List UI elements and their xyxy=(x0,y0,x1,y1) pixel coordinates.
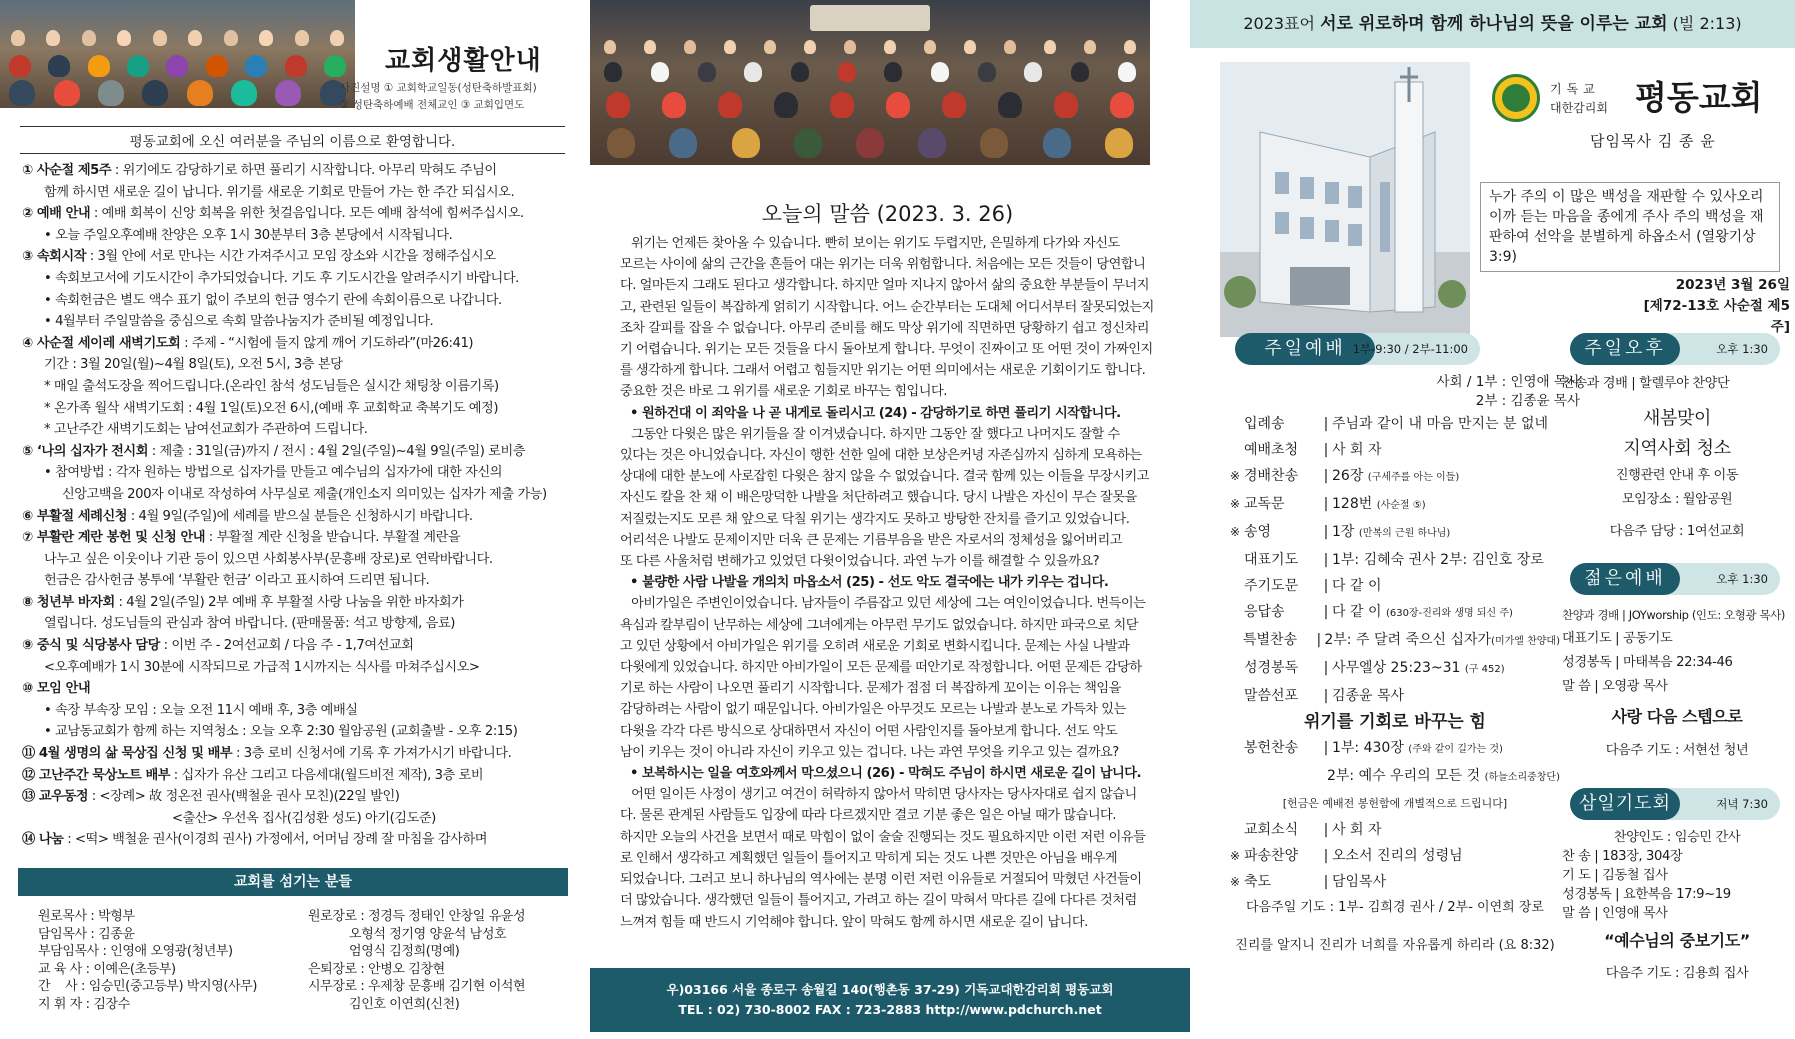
announcement-heading: ⑧ 청년부 바자회 xyxy=(22,594,115,610)
sermon-line: 자신도 칼을 찬 채 이 배은망덕한 나발을 처단하려고 했습니다. 당시 나발은 자신이 무슨 잘못을 xyxy=(620,490,1137,506)
sermon-line: 고 있던 상황에서 아비가일은 위기를 오히려 새로운 기회로 변화시킵니다. 문제는 사실 나발과 xyxy=(620,638,1130,654)
staff-line: 오형석 정기영 양윤석 남성호 xyxy=(308,926,507,942)
row-value-main: 2부: 주 달려 죽으신 십자가 xyxy=(1324,632,1492,648)
announcement-text: : 위기에도 감당하기로 하면 풀리기 시작합니다. 아무리 막혀도 주님이 xyxy=(111,163,497,178)
sermon-point: • 불량한 사람 나발을 개의치 마옵소서 (25) - 선도 악도 결국에는 내가 키우는 겁니다. xyxy=(630,575,1109,591)
announcement-text: • 참여방법 : 각자 원하는 방법으로 십자가를 만들고 예수님의 십자가에 대한 자신의 xyxy=(44,465,503,481)
row-value-main: 담임목사 xyxy=(1332,874,1387,890)
announcement-line xyxy=(22,678,572,700)
wednesday-prayer-details: 찬양인도 : 임승민 간사 찬 송 | 183장, 304장 기 도 | 김동철 집사 성경봉독 | 요한복음 17:9~19 말 씀 | 인영애 목사 “예수님의 중보기도” 다음주 기도 : 김용희 집사 xyxy=(1562,830,1750,981)
announcement-heading: ⑬ 교우동정 xyxy=(22,789,89,805)
sermon-line: 다. 얼마든지 그래도 된다고 생각합니다. 하지만 얼마 지나지 않아서 삶의 중요한 부분들이 무너지 xyxy=(620,278,1150,294)
sermon-line: 다. 물론 관계된 사람들도 입장에 따라 다르겠지만 결코 기분 좋은 일은 아닐 때가 많습니다. xyxy=(620,808,1116,824)
announcement-text: : 3층 로비 신청서에 기록 후 가져가시기 바랍니다. xyxy=(232,746,512,762)
row-label: 대표기도 xyxy=(1244,552,1299,568)
announcement-list xyxy=(22,160,572,851)
row-value-main: 26장 xyxy=(1332,468,1368,484)
row-divider: | xyxy=(1323,524,1329,540)
church-life-column xyxy=(0,0,585,1039)
photo-caption: 사진설명 ① 교회학교일동(성탄축하발표회) xyxy=(340,82,537,94)
row-divider: | xyxy=(1323,660,1329,676)
next-week-prayer: 다음주일 기도 : 1부- 김희경 권사 / 2부- 이연희 장로 xyxy=(1246,900,1544,915)
afternoon-worship-details: 찬송과 경배 | 할렐루야 찬양단 새봄맞이 지역사회 청소 진행관련 안내 후 이동 모임장소 : 월암공원 다음주 담당 : 1여선교회 xyxy=(1562,376,1745,539)
sermon-line: 되었습니다. 그러고 보니 하나님의 역사에는 분명 이런 저런 이유들로 거절되어 막혔던 사건들이 xyxy=(620,872,1142,888)
row-value-note: (주와 같이 길가는 것) xyxy=(1408,744,1503,755)
row-value-main: 사 회 자 xyxy=(1332,822,1382,838)
staff-line: 김인호 이연희(신천) xyxy=(308,996,460,1012)
row-value-main: 1장 xyxy=(1332,524,1359,540)
sermon-line: 조차 갈피를 잡을 수 없습니다. 아무리 준비를 해도 막상 위기에 직면하면 당황하기 쉽고 정신차리 xyxy=(620,320,1150,336)
announcement-line xyxy=(22,462,572,484)
announcement-text: * 온가족 월삭 새벽기도회 : 4월 1일(토)오전 6시,(예배 후 교회학교 축복기도 예정) xyxy=(44,400,499,416)
sermon-line: 다윗에게 있었습니다. 하지만 아비가일이 모든 문제를 떠안기로 작정합니다. 어떤 문제든 감당하 xyxy=(620,660,1142,676)
announcement-text: 헌금은 감사헌금 봉투에 ‘부활란 헌금’ 이라고 표시하여 드리면 됩니다. xyxy=(44,573,430,589)
row-value xyxy=(1332,817,1381,843)
announcement-heading: ⑩ 모임 안내 xyxy=(22,681,91,697)
row-value xyxy=(1332,599,1513,627)
row-divider: | xyxy=(1323,822,1329,838)
staff-list-right xyxy=(308,908,525,1013)
row-value xyxy=(1332,491,1426,519)
sermon-line: 욕심과 칼부림이 난무하는 세상에 그녀에게는 아무런 무기도 없었습니다. 하지만 파국으로 치닫 xyxy=(620,617,1138,633)
sermon-line: 저질렀는지도 모른 채 앞으로 닥칠 위기는 생각지도 못하고 방탕한 잔치를 즐기고 있었습니다. xyxy=(620,511,1130,527)
announcement-heading: ④ 사순절 세이레 새벽기도회 xyxy=(22,335,181,351)
announcement-line xyxy=(22,398,572,420)
worship-order-row xyxy=(1230,655,1560,683)
sermon-column xyxy=(590,0,1185,1039)
row-value-note: (630장-진리와 생명 되신 주) xyxy=(1385,608,1513,619)
row-label: 경배찬송 xyxy=(1244,468,1299,484)
announcement-text: : 부활절 계란 신청을 받습니다. 부활절 계란을 xyxy=(205,530,461,546)
sermon-body xyxy=(620,233,1170,933)
announcement-line xyxy=(22,721,572,743)
announcement-line xyxy=(22,376,572,398)
sermon-line: 로 인해서 생각하고 계획했던 일들이 틀어지고 막히게 되는 것도 나쁜 것만은 아님을 배우게 xyxy=(620,850,1118,866)
motto-banner xyxy=(1190,0,1795,48)
announcement-text: • 속장 부속장 모임 : 오늘 오전 11시 예배 후, 3층 예배실 xyxy=(44,702,358,718)
row-value-main: 2부: 예수 우리의 모든 것 xyxy=(1326,768,1485,784)
afternoon-worship-header: 주일오후 오후 1:30 xyxy=(1570,333,1780,365)
row-value-main: 사 회 자 xyxy=(1332,442,1382,458)
announcement-heading: ⑫ 고난주간 묵상노트 배부 xyxy=(22,767,171,783)
announcement-line xyxy=(22,484,572,506)
row-marker xyxy=(1230,683,1244,709)
announcement-text: : 4월 9일(주일)에 세례를 받으실 분들은 신청하시기 바랍니다. xyxy=(127,508,473,524)
sermon-line: 위기는 언제든 찾아올 수 있습니다. 빤히 보이는 위기도 두렵지만, 은밀하게 다가와 자신도 xyxy=(620,236,1120,251)
sermon-line: 남이 키우는 것이 아니라 자신이 키우고 있는 겁니다. 나는 과연 무엇을 키우고 있는 걸까요? xyxy=(620,744,1119,760)
row-divider: | xyxy=(1323,874,1329,890)
announcement-text: 함께 하시면 새로운 길이 납니다. 위기를 새로운 기회로 만들어 가는 한 주간 되십시오. xyxy=(44,184,515,200)
row-label: 파송찬양 xyxy=(1244,848,1299,864)
church-logo xyxy=(1492,74,1540,122)
young-worship-details: 찬양과 경배 | JOYworship (인도: 오형광 목사) 대표기도 | 공동기도 성경봉독 | 마태복음 22:34-46 말 씀 | 오영광 목사 사랑 다음 스텝으로 다음주 기도 : 서현선 청년 xyxy=(1562,608,1785,758)
staff-line: 지 휘 자 : 김장수 xyxy=(38,996,130,1012)
row-label: 성경봉독 xyxy=(1244,660,1299,676)
sermon-line: 어떤 일이든 사정이 생기고 여건이 허락하지 않아서 막히면 당사자는 당사자대로 쉽지 않습니 xyxy=(620,787,1137,803)
row-value-main: 1부: 430장 xyxy=(1332,740,1409,756)
announcement-heading: ⑨ 중식 및 식당봉사 담당 xyxy=(22,638,160,654)
welcome-line: 평동교회에 오신 여러분을 주님의 이름으로 환영합니다. xyxy=(20,126,565,154)
denomination-line: 대한감리회 xyxy=(1550,101,1608,115)
row-value-main: 다 같 이 xyxy=(1332,578,1382,594)
sermon-line: 있다는 것은 아니었습니다. 자신이 행한 선한 일에 대한 보상은커녕 자존심까지 심하게 모욕하는 xyxy=(620,448,1142,464)
announcement-heading: ⑦ 부활란 계란 봉헌 및 신청 안내 xyxy=(22,530,206,546)
sermon-line: 아비가일은 주변인이었습니다. 남자들이 주름잡고 있던 세상에 그는 여인이었습니다. 번득이는 xyxy=(620,596,1146,612)
announcement-line xyxy=(22,570,572,592)
announcement-text: • 속회헌금은 별도 액수 표기 없이 주보의 헌금 영수기 란에 속회이름으로 나갑니다. xyxy=(44,292,502,308)
announcement-line xyxy=(22,419,572,441)
row-marker xyxy=(1230,573,1244,599)
staff-line: 교 육 사 : 이예은(초등부) xyxy=(38,961,176,977)
worship-order-row xyxy=(1230,547,1560,573)
announcement-text: <출산> 우선옥 집사(김성환 성도) 아기(김도준) xyxy=(172,810,436,826)
announcement-line xyxy=(22,765,572,787)
row-value xyxy=(1332,547,1544,573)
announcement-line xyxy=(22,592,572,614)
christmas-congregation-photo xyxy=(590,0,1150,165)
worship-order-row xyxy=(1230,627,1560,655)
weekly-verse: 누가 주의 이 많은 백성을 재판할 수 있사오리이까 듣는 마음을 종에게 주사 주의 백성을 재판하여 선악을 분별하게 하옵소서 (열왕기상 3:9) xyxy=(1480,182,1780,272)
row-label: 송영 xyxy=(1244,524,1272,540)
row-value-note: (만복의 근원 하나님) xyxy=(1358,528,1451,539)
worship-order-row xyxy=(1230,683,1560,709)
row-marker xyxy=(1230,735,1244,763)
order-of-worship xyxy=(1230,373,1560,959)
announcement-text: 나누고 싶은 이웃이나 기관 등이 있으면 사회봉사부(문흥배 장로)로 연락바랍니다. xyxy=(44,551,493,567)
announcement-text: • 속회보고서에 기도시간이 추가되었습니다. 기도 후 기도시간을 알려주시기 바랍니다. xyxy=(44,270,519,286)
church-school-photo xyxy=(0,0,355,108)
worship-order-row xyxy=(1230,869,1560,895)
row-divider: | xyxy=(1316,632,1322,648)
row-label: 축도 xyxy=(1244,874,1272,890)
announcement-line xyxy=(22,354,572,376)
row-label: 봉헌찬송 xyxy=(1244,740,1299,756)
announcement-text: * 고난주간 새벽기도회는 남여선교회가 주관하여 드립니다. xyxy=(44,422,368,438)
sermon-line: 상대에 대한 분노에 사로잡힌 다윗은 참지 않을 수 없었습니다. 결국 함께 있는 이들을 무장시키고 xyxy=(620,469,1150,485)
row-divider: | xyxy=(1323,740,1329,756)
motto-text: 서로 위로하며 함께 하나님의 뜻을 이루는 교회 xyxy=(1320,14,1668,34)
announcement-line xyxy=(22,527,572,549)
announcement-line xyxy=(22,829,572,851)
announcement-line xyxy=(22,657,572,679)
row-label: 말씀선포 xyxy=(1244,688,1299,704)
row-divider: | xyxy=(1323,848,1329,864)
announcement-text: : 이번 주 - 2여선교회 / 다음 주 - 1,7여선교회 xyxy=(159,638,414,654)
announcement-line xyxy=(22,506,572,528)
row-divider: | xyxy=(1323,468,1329,484)
church-contact: TEL : 02) 730-8002 FAX : 723-2883 http://www.pdchurch.net xyxy=(678,1002,1102,1017)
row-divider: | xyxy=(1323,604,1329,620)
announcement-text: : <장례> 故 정온전 권사(백철윤 권사 모친)(22일 발인) xyxy=(88,789,400,805)
announcement-text: 신앙고백을 200자 이내로 작성하여 사무실로 제출(개인소지 의미있는 십자가 제출 가능) xyxy=(62,486,547,502)
sermon-line: 다윗을 각각 다른 방식으로 상대하면서 자신이 어떤 사람인지를 돌아보게 합니다. 선도 악도 xyxy=(620,723,1118,739)
sermon-point: • 원하건대 이 죄악을 나 곧 내게로 돌리시고 (24) - 감당하기로 하면 풀리기 시작합니다. xyxy=(630,405,1121,421)
staff-heading: 교회를 섬기는 분들 xyxy=(18,868,568,896)
sermon-line: 중요한 것은 바로 그 위기를 새로운 기회로 바꾸는 힘입니다. xyxy=(620,384,947,400)
row-divider: | xyxy=(1323,552,1329,568)
row-label: 입례송 xyxy=(1244,416,1285,432)
row-value-main: 128번 xyxy=(1332,496,1377,512)
announcement-line xyxy=(22,635,572,657)
motto-year: 2023표어 xyxy=(1243,14,1321,33)
row-value-note: (사순절 ⑤) xyxy=(1376,500,1426,511)
worship-order-row xyxy=(1230,843,1560,869)
worship-order-row xyxy=(1230,411,1560,437)
closing-verse: 진리를 알지니 진리가 너희를 자유롭게 하리라 (요 8:32) xyxy=(1235,938,1555,953)
row-marker xyxy=(1230,817,1244,843)
announcement-text: • 오늘 주일오후예배 찬양은 오후 1시 30분부터 3층 본당에서 시작됩니다. xyxy=(44,227,453,243)
announcement-text: • 교남동교회가 함께 하는 지역청소 : 오늘 오후 2:30 월암공원 (교회출발 - 오후 2:15) xyxy=(44,724,518,740)
announcement-heading: ③ 속회시작 xyxy=(22,249,87,265)
sermon-line: 기 어렵습니다. 위기는 모든 것들을 다시 돌아보게 합니다. 무엇이 진짜이고 또 어떤 것이 가짜인지 xyxy=(620,342,1153,358)
row-marker xyxy=(1230,411,1244,437)
announcement-line xyxy=(22,182,572,204)
offering-note: [헌금은 예배전 봉헌함에 개별적으로 드립니다] xyxy=(1282,797,1508,810)
row-value xyxy=(1324,627,1560,655)
young-worship-header: 젊은예배 오후 1:30 xyxy=(1570,563,1780,595)
announcement-line xyxy=(22,549,572,571)
staff-line: 시무장로 : 우제창 문흥배 김기현 이석현 xyxy=(308,979,526,994)
announcement-text: * 매일 출석도장을 찍어드립니다.(온라인 참석 성도님들은 실시간 채팅창 이름기록) xyxy=(44,378,499,394)
row-value xyxy=(1332,869,1386,895)
row-value-main: 사무엘상 25:23~31 xyxy=(1332,660,1465,676)
worship-order-row xyxy=(1230,817,1560,843)
church-contact-footer xyxy=(590,968,1190,1032)
sermon-line: 어리석은 나발도 문제이지만 더욱 큰 문제는 기름부음을 받은 자로서의 정체성을 잃어버리고 xyxy=(620,532,1123,548)
row-value xyxy=(1332,437,1381,463)
row-marker: ※ xyxy=(1230,875,1241,889)
denomination-line: 기독교 xyxy=(1550,82,1600,96)
church-address: 우)03166 서울 종로구 송월길 140(행촌동 37-29) 기독교대한감리회 평동교회 xyxy=(666,982,1114,997)
row-divider xyxy=(1316,763,1327,791)
row-value-main: 김종윤 목사 xyxy=(1332,688,1405,704)
announcement-line xyxy=(22,743,572,765)
announcement-heading: ⑪ 4월 생명의 삶 묵상집 신청 및 배부 xyxy=(22,746,233,762)
cover-column xyxy=(1190,0,1795,1039)
announcement-text: : 제출 : 31일(금)까지 / 전시 : 4월 2일(주일)~4월 9일(주일) 로비층 xyxy=(148,443,526,459)
staff-line: 원로장로 : 정경득 정태인 안창일 유윤성 xyxy=(308,909,526,924)
row-value-note: (구 452) xyxy=(1464,664,1505,675)
row-label: 특별찬송 xyxy=(1242,632,1298,648)
announcement-line xyxy=(22,268,572,290)
sermon-title-row: 위기를 기회로 바꾸는 힘 xyxy=(1304,712,1486,732)
worship-leaders: 사회 / 1부 : 인영애 목사 2부 : 김종윤 목사 xyxy=(1436,374,1580,409)
staff-line: 간 사 : 임승민(중고등부) 박지영(사무) xyxy=(38,979,258,994)
announcement-text: : <떡> 백철윤 권사(이경희 권사) 가정에서, 어머님 장례 잘 마침을 감사하며 xyxy=(63,832,488,848)
announcement-text: : 십자가 유산 그리고 다음세대(월드비전 제작), 3층 로비 xyxy=(170,767,484,783)
row-divider: | xyxy=(1323,416,1329,432)
church-name: 평동교회 xyxy=(1635,78,1763,117)
announcement-line xyxy=(22,225,572,247)
row-marker xyxy=(1230,437,1244,463)
worship-order-row xyxy=(1230,599,1560,627)
senior-pastor: 담임목사 김 종 윤 xyxy=(1590,132,1716,150)
row-marker xyxy=(1230,627,1243,655)
row-value xyxy=(1332,735,1503,763)
row-marker: ※ xyxy=(1230,525,1241,539)
row-label: 주기도문 xyxy=(1244,578,1299,594)
row-marker xyxy=(1230,655,1244,683)
announcement-heading: ① 사순절 제5주 xyxy=(22,163,112,178)
announcement-text: : 4월 2일(주일) 2부 예배 후 부활절 사랑 나눔을 위한 바자회가 xyxy=(114,594,464,610)
row-value xyxy=(1332,463,1459,491)
announcement-line xyxy=(22,786,572,808)
staff-line: 담임목사 : 김종윤 xyxy=(38,926,135,942)
sermon-line: 느껴져 힘들 때 반드시 기억해야 합니다. 앞이 막혀도 함께 하시면 새로운 길이 납니다. xyxy=(620,914,1088,930)
sermon-line: 감당하려는 사람이 없기 때문입니다. 아비가일은 아무것도 모르는 나발과 분노로 가득차 있는 xyxy=(620,702,1126,718)
sermon-point: • 보복하시는 일을 여호와께서 막으셨으니 (26) - 막혀도 주님이 하시면 새로운 길이 납니다. xyxy=(630,766,1142,782)
row-value xyxy=(1332,655,1505,683)
row-divider: | xyxy=(1323,578,1329,594)
announcement-text: <오후예배가 1시 30분에 시작되므로 가급적 1시까지는 식사를 마쳐주십시오> xyxy=(44,659,480,675)
row-marker xyxy=(1230,547,1244,573)
announcement-line xyxy=(22,333,572,355)
photo-caption: ② 성탄축하예배 전체교인 ③ 교회입면도 xyxy=(340,99,525,111)
announcement-line xyxy=(22,441,572,463)
staff-line: 은퇴장로 : 안병오 김창현 xyxy=(308,961,445,977)
sermon-line: 고, 관련된 일들이 복잡하게 얽히기 시작합니다. 어느 순간부터는 도대체 어디서부터 잘못되었는지 xyxy=(620,299,1154,315)
announcement-heading: ⑭ 나눔 xyxy=(22,832,64,848)
announcement-line xyxy=(22,203,572,225)
row-marker: ※ xyxy=(1230,849,1241,863)
announcement-heading: ② 예배 안내 xyxy=(22,206,91,222)
row-value xyxy=(1332,519,1450,547)
sermon-line: 를 생각하게 합니다. 그래서 어렵고 힘들지만 위기는 어떤 의미에서는 새로운 기회이기도 합니다. xyxy=(620,363,1146,379)
sermon-line: 더 많았습니다. 생각했던 일들이 틀어지고, 가려고 하는 길이 막혀서 막다른 길에 다다른 것처럼 xyxy=(620,893,1137,909)
row-value xyxy=(1327,763,1560,791)
row-value-main: 오소서 진리의 성령님 xyxy=(1332,848,1463,864)
worship-order-row xyxy=(1230,463,1560,491)
row-label: 교독문 xyxy=(1244,496,1285,512)
row-value xyxy=(1332,683,1404,709)
row-marker xyxy=(1230,763,1243,791)
announcement-line xyxy=(22,613,572,635)
announcement-text: : 3월 안에 서로 만나는 시간 가져주시고 모임 장소와 시간을 정해주십시오 xyxy=(86,249,496,265)
announcement-line xyxy=(22,311,572,333)
row-label: 예배초청 xyxy=(1244,442,1299,458)
worship-order-row xyxy=(1230,763,1560,791)
row-marker xyxy=(1230,599,1244,627)
row-value-main: 주님과 같이 내 마음 만지는 분 없네 xyxy=(1332,416,1549,432)
announcement-text: : 예배 회복이 신앙 회복을 위한 첫걸음입니다. 모든 예배 참석에 힘써주십시오. xyxy=(90,206,524,222)
row-label: 응답송 xyxy=(1244,604,1285,620)
worship-order-row xyxy=(1230,573,1560,599)
row-value xyxy=(1332,411,1548,437)
announcement-text: • 4월부터 주일말씀을 중심으로 속회 말씀나눔지가 준비될 예정입니다. xyxy=(44,314,434,330)
wednesday-prayer-header: 삼일기도회 저녁 7:30 xyxy=(1570,788,1780,820)
church-building-illustration xyxy=(1220,62,1470,337)
worship-order-row xyxy=(1230,437,1560,463)
sermon-line: 기로 하는 사람이 나오면 풀리기 시작합니다. 문제가 점점 더 복잡하게 꼬이는 이유는 책임을 xyxy=(620,681,1121,697)
row-value-main: 1부: 김혜숙 권사 2부: 김인호 장로 xyxy=(1332,552,1544,568)
sermon-line: 그동안 다윗은 많은 위기들을 잘 이겨냈습니다. 하지만 그동안 잘 했다고 나머지도 잘할 수 xyxy=(620,426,1120,442)
sunday-worship-header: 주일예배 1부-9:30 / 2부-11:00 xyxy=(1235,333,1480,365)
worship-order-row xyxy=(1230,519,1560,547)
row-marker: ※ xyxy=(1230,497,1241,511)
row-divider: | xyxy=(1323,442,1329,458)
row-value-main: 다 같 이 xyxy=(1332,604,1386,620)
motto-reference: (빌 2:13) xyxy=(1667,14,1742,33)
announcement-text: 기간 : 3월 20일(월)~4월 8일(토), 오전 5시, 3층 본당 xyxy=(44,357,343,373)
row-label xyxy=(1243,763,1315,791)
announcement-line xyxy=(22,246,572,268)
row-value xyxy=(1332,573,1381,599)
sermon-title: 오늘의 말씀 (2023. 3. 26) xyxy=(761,202,1014,226)
banner-sign xyxy=(810,5,930,31)
leaders-spacer xyxy=(1230,373,1560,411)
staff-line: 엄영식 김정희(명예) xyxy=(308,944,460,959)
announcement-text: : 주제 - “시험에 들지 않게 깨어 기도하라”(마26:41) xyxy=(180,335,474,351)
row-divider: | xyxy=(1323,688,1329,704)
sermon-line: 또 다른 사울처럼 변해가고 있었던 다윗이었습니다. 과연 누가 이를 해결할 수 있을까요? xyxy=(620,554,1100,570)
staff-line: 원로목사 : 박형부 xyxy=(38,909,135,924)
worship-order-row xyxy=(1230,735,1560,763)
row-value xyxy=(1332,843,1463,869)
worship-order-row xyxy=(1230,491,1560,519)
page-title: 교회생활안내 xyxy=(385,46,542,76)
row-value-note: (하늘소리중창단) xyxy=(1484,772,1560,783)
announcement-line xyxy=(22,290,572,312)
row-value-note: (미가엘 찬양대) xyxy=(1491,636,1560,647)
announcement-heading: ⑤ ‘나의 십자가 전시회 xyxy=(22,443,149,459)
announcement-line xyxy=(22,808,572,830)
row-divider: | xyxy=(1323,496,1329,512)
row-marker: ※ xyxy=(1230,469,1241,483)
row-value-note: (구세주를 아는 이들) xyxy=(1367,472,1460,483)
bulletin-date: 2023년 3월 26일 [제72-13호 사순절 제5주] xyxy=(1643,277,1790,335)
sermon-line: 하지만 오늘의 사건을 보면서 때로 막힘이 없이 술술 진행되는 것도 필요하지만 이런 저런 이유들 xyxy=(620,829,1146,845)
staff-list-left xyxy=(38,908,257,1013)
announcement-line xyxy=(22,700,572,722)
announcement-heading: ⑥ 부활절 세례신청 xyxy=(22,508,128,524)
announcement-line xyxy=(22,160,572,182)
sermon-line: 모르는 사이에 삶의 근간을 흔들어 대는 위기는 더욱 위험합니다. 처음에는 모든 것들이 당연합니 xyxy=(620,257,1146,273)
announcement-text: 열립니다. 성도님들의 관심과 참여 바랍니다. (판매물품: 석고 방향제, 음료) xyxy=(44,616,455,632)
staff-line: 부담임목사 : 인영애 오영광(청년부) xyxy=(38,944,233,959)
row-label: 교회소식 xyxy=(1244,822,1299,838)
